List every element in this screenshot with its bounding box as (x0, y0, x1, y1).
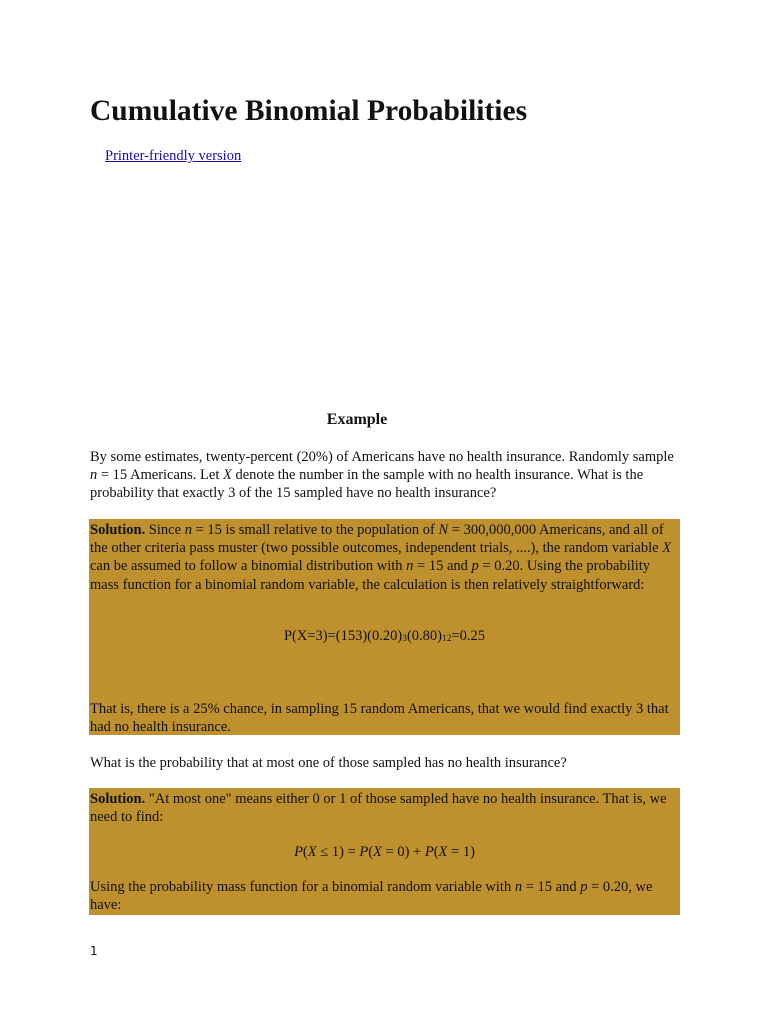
binomial-formula: $P(X=3)=(153)(0.20)_3(0.80)_{12}=0.25$ (283, 628, 486, 644)
solution-1-conclusion: That is, there is a 25% chance, in sampling 15 random Americans, that we would find exactly 3 that had no health insurance. (90, 701, 669, 736)
solution-2-paragraph: Solution. "At most one" means either 0 or 1 of those sampled have no health insurance. That is, we need to find: (90, 791, 667, 826)
question-2-paragraph: What is the probability that at most one of those sampled has no health insurance? (90, 755, 567, 771)
page-number: 1 (90, 944, 98, 958)
at-most-one-formula: P(X ≤ 1) = P(X = 0) + P(X = 1) (294, 844, 475, 860)
solution-box-1 (89, 519, 680, 735)
solution-2-pmf-text: Using the probability mass function for a binomial random variable with n = 15 and p = 0.20, we have: (90, 879, 653, 914)
example-heading: Example (326, 411, 388, 428)
solution-box-2 (89, 788, 680, 915)
solution-1-paragraph: Solution. Since n = 15 is small relative to the population of N = 300,000,000 Americans, and all of the other criteria pass muster (two possible outcomes, independent trials, ....), the random variable X can be assumed to follow a binomial distribution with n = 15 and p = 0.20. Using the probability mass function for a binomial random variable, the calculation is then relatively straightforward: (90, 522, 672, 593)
printer-friendly-link[interactable]: Printer-friendly version (105, 148, 242, 164)
page-title: Cumulative Binomial Probabilities (90, 95, 528, 127)
example-intro-paragraph: By some estimates, twenty-percent (20%) of Americans have no health insurance. Randomly sample n = 15 Americans. Let X denote the number in the sample with no health insurance. What is the probability that exactly 3 of the 15 sampled have no health insurance? (90, 449, 674, 502)
